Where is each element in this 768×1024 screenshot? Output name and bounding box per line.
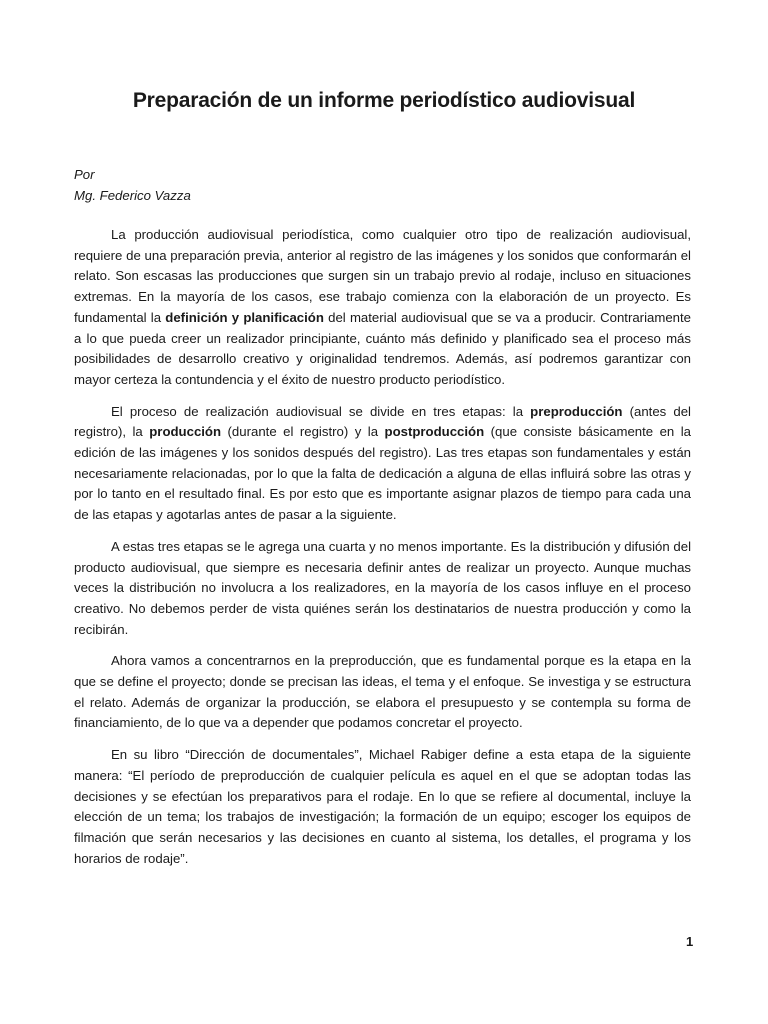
paragraph <box>74 225 691 391</box>
text-run: En su libro “Dirección de documentales”, Michael Rabiger define a esta etapa de la siguiente manera: “El período de preproducción de cualquier película es aquel en el que se adoptan todas las decisiones y se efectúan los preparativos para el rodaje. En lo que se refiere al documental, incluye la elección de un tema; los trabajos de investigación; la formación de un equipo; escoger los equipos de filmación que serán necesarios y las decisiones en cuanto al sistema, los detalles, el programa y los horarios de rodaje”. <box>74 747 691 866</box>
paragraph <box>74 537 691 641</box>
text-run: (antes del registro), la <box>74 403 691 440</box>
text-run: (que consiste básicamente en la edición de las imágenes y los sonidos después del registro). Las tres etapas son fundamentales y están necesariamente relacionadas, por lo que la falta de dedicación a alguna de ellas influirá sobre las otras y por lo tanto en el resultado final. Es por esto que es importante asignar plazos de tiempo para cada una de las etapas y agotarlas antes de pasar a la siguiente. <box>74 424 692 523</box>
text-run: (durante el registro) y la <box>221 424 385 440</box>
paragraph <box>74 402 691 526</box>
bold-term: preproducción <box>530 403 623 419</box>
text-run: El proceso de realización audiovisual se divide en tres etapas: la <box>111 403 531 419</box>
text-run: del material audiovisual que se va a producir. Contrariamente a lo que pueda creer un realizador principiante, cuánto más definido y planificado sea el proceso más posibilidades de desarrollo creativo y originalidad tendremos. Además, así podremos garantizar con mayor certeza la contundencia y el éxito de nuestro producto periodístico. <box>74 309 691 387</box>
bold-term: postproducción <box>384 424 485 440</box>
text-run: A estas tres etapas se le agrega una cuarta y no menos importante. Es la distribución y difusión del producto audiovisual, que siempre es necesaria definir antes de realizar un proyecto. Aunque muchas veces la distribución no involucra a los realizadores, en la mayoría de los casos influye en el proceso creativo. No debemos perder de vista quiénes serán los destinatarios de nuestra producción y como la recibirán. <box>74 538 691 637</box>
document-title: Preparación de un informe periodístico audiovisual <box>132 89 636 112</box>
paragraph <box>74 651 691 734</box>
bold-term: definición y planificación <box>165 309 324 325</box>
text-run: La producción audiovisual periodística, como cualquier otro tipo de realización audiovisual, requiere de una preparación previa, anterior al registro de las imágenes y los sonidos que conformarán el relato. Son escasas las producciones que surgen sin un trabajo previo al rodaje, incluso en situaciones extremas. En la mayoría de los casos, ese trabajo comienza con la elaboración de un proyecto. Es fundamental la <box>74 227 691 325</box>
text-run: Ahora vamos a concentrarnos en la preproducción, que es fundamental porque es la etapa en la que se define el proyecto; donde se precisan las ideas, el tema y el enfoque. Se investiga y se estructura el relato. Además de organizar la producción, se elabora el presupuesto y se contempla su forma de financiamiento, de lo que va a depender que podamos concretar el proyecto. <box>74 653 691 731</box>
document-body <box>74 225 691 880</box>
paragraph <box>74 745 691 869</box>
bold-term: producción <box>149 424 222 440</box>
byline-author: Mg. Federico Vazza <box>74 188 191 203</box>
byline <box>74 164 191 206</box>
page-number: 1 <box>686 934 694 949</box>
byline-prefix: Por <box>74 167 95 182</box>
